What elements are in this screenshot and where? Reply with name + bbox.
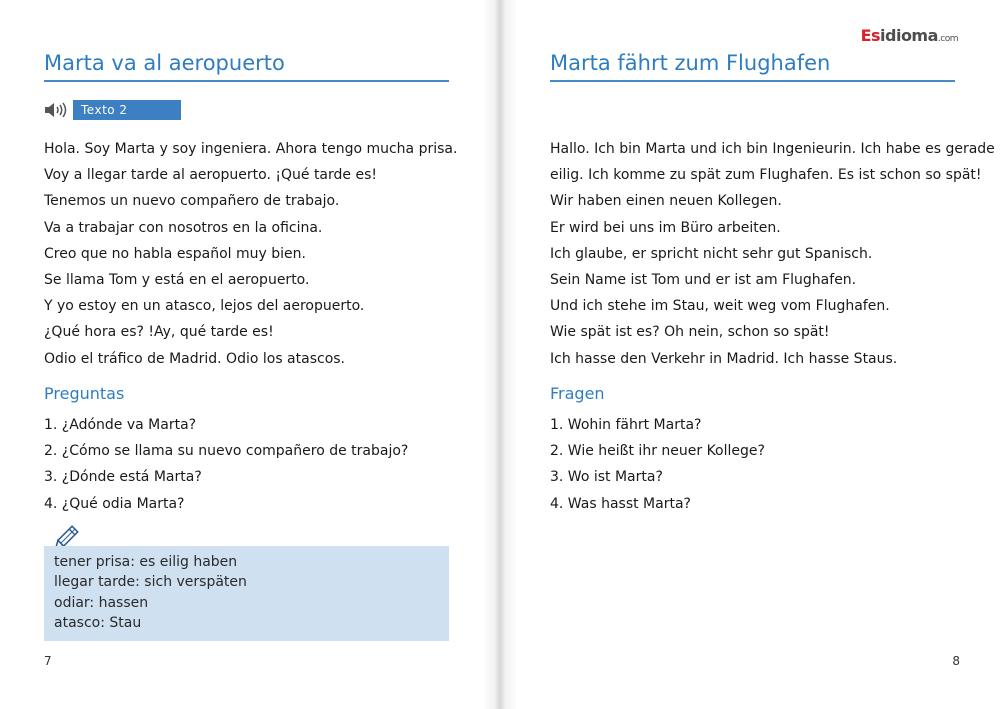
right-page xyxy=(500,0,1000,709)
text-line: Wie spät ist es? Oh nein, schon so spät! xyxy=(550,324,830,341)
text-line: Ich glaube, er spricht nicht sehr gut Spanisch. xyxy=(550,245,873,262)
page-title: Marta fährt zum Flughafen xyxy=(550,50,955,82)
vocab-item: odiar: hassen xyxy=(54,594,149,611)
logo-tld: .com xyxy=(937,34,958,44)
vocab-item: atasco: Stau xyxy=(54,615,142,632)
text-line: eilig. Ich komme zu spät zum Flughafen. Es ist schon so spät! xyxy=(550,167,982,184)
spanish-text xyxy=(44,136,464,372)
question-item: 2. Wie heißt ihr neuer Kollege? xyxy=(550,443,765,460)
text-line: Er wird bei uns im Büro arbeiten. xyxy=(550,219,781,236)
question-item: 2. ¿Cómo se llama su nuevo compañero de trabajo? xyxy=(44,443,409,460)
logo-main: idioma xyxy=(880,26,938,45)
text-line: Y yo estoy en un atasco, lejos del aeropuerto. xyxy=(44,298,365,315)
text-line: Und ich stehe im Stau, weit weg vom Flughafen. xyxy=(550,298,890,315)
page-title: Marta va al aeropuerto xyxy=(44,50,449,82)
vocab-item: tener prisa: es eilig haben xyxy=(54,554,238,570)
text-line: Hallo. Ich bin Marta und ich bin Ingenieurin. Ich habe es gerade xyxy=(550,141,995,157)
questions-heading: Fragen xyxy=(550,384,605,403)
text-line: Creo que no habla español muy bien. xyxy=(44,245,306,262)
question-item: 1. ¿Adónde va Marta? xyxy=(44,417,197,433)
text-line: Sein Name ist Tom und er ist am Flughafen. xyxy=(550,271,857,288)
text-line: Tenemos un nuevo compañero de trabajo. xyxy=(44,193,340,210)
text-line: Va a trabajar con nosotros en la oficina. xyxy=(44,219,323,236)
page-number: 8 xyxy=(952,654,960,668)
speaker-icon[interactable] xyxy=(44,102,68,118)
text-line: Voy a llegar tarde al aeropuerto. ¡Qué tarde es! xyxy=(44,167,377,184)
audio-badge[interactable]: Texto 2 xyxy=(73,100,181,120)
text-line: ¿Qué hora es? !Ay, qué tarde es! xyxy=(44,324,274,341)
german-text xyxy=(550,136,995,372)
brand-logo xyxy=(861,26,958,45)
questions-list xyxy=(550,412,970,517)
text-line: Se llama Tom y está en el aeropuerto. xyxy=(44,271,310,288)
vocabulary-box xyxy=(44,546,449,641)
question-item: 4. Was hasst Marta? xyxy=(550,495,691,512)
text-line: Hola. Soy Marta y soy ingeniera. Ahora tengo mucha prisa. xyxy=(44,141,458,157)
text-line: Wir haben einen neuen Kollegen. xyxy=(550,193,782,210)
page-number: 7 xyxy=(44,654,52,668)
question-item: 3. Wo ist Marta? xyxy=(550,469,663,486)
questions-list xyxy=(44,412,464,517)
questions-heading: Preguntas xyxy=(44,384,125,403)
question-item: 4. ¿Qué odia Marta? xyxy=(44,495,185,512)
text-line: Ich hasse den Verkehr in Madrid. Ich hasse Staus. xyxy=(550,350,898,367)
book-spine-shadow xyxy=(482,0,518,709)
question-item: 1. Wohin fährt Marta? xyxy=(550,417,702,433)
question-item: 3. ¿Dónde está Marta? xyxy=(44,469,202,486)
logo-es: Es xyxy=(860,26,881,45)
vocab-item: llegar tarde: sich verspäten xyxy=(54,574,247,591)
text-line: Odio el tráfico de Madrid. Odio los atascos. xyxy=(44,350,346,367)
